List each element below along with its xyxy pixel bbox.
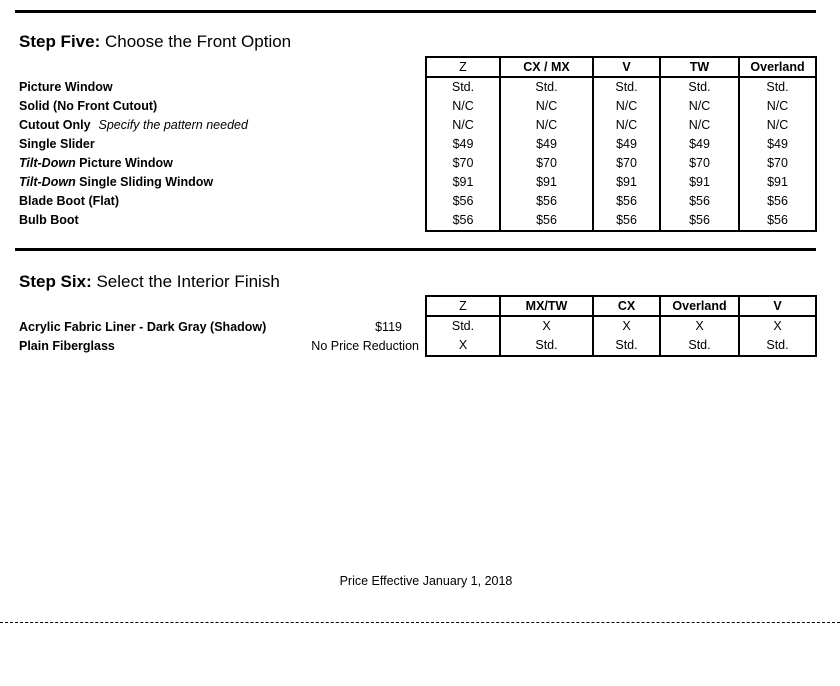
column-header: Overland — [660, 296, 739, 316]
price-cell: N/C — [452, 99, 474, 113]
option-name: Blade Boot (Flat) — [19, 194, 119, 208]
price-cell: $56 — [500, 192, 593, 211]
price-cell: $91 — [593, 173, 660, 192]
price-cell: $49 — [660, 135, 739, 154]
price-cell: $56 — [739, 192, 816, 211]
price-cell: $70 — [452, 156, 474, 170]
option-prefix: Tilt-Down — [19, 156, 76, 170]
column-header: CX — [593, 296, 660, 316]
price-cell: Std. — [739, 77, 816, 97]
option-prefix: Tilt-Down — [19, 175, 76, 189]
price-cell: $49 — [593, 135, 660, 154]
column-header: V — [593, 57, 660, 77]
front-option-label — [19, 97, 157, 116]
step-five-title: Choose the Front Option — [100, 32, 292, 51]
option-name: Picture Window — [19, 80, 113, 94]
column-header: V — [739, 296, 816, 316]
price-cell: $91 — [452, 175, 474, 189]
table-row — [426, 77, 816, 97]
price-cell: N/C — [739, 97, 816, 116]
table-row — [426, 135, 816, 154]
option-name: Cutout Only — [19, 118, 91, 132]
price-cell: $56 — [452, 213, 474, 227]
price-cell: $91 — [660, 173, 739, 192]
finish-cell: X — [660, 316, 739, 336]
finish-cell: Std. — [739, 336, 816, 356]
price-cell: $56 — [593, 192, 660, 211]
price-cell: Std. — [593, 77, 660, 97]
column-header: Z — [426, 57, 500, 77]
finish-option-label: Acrylic Fabric Liner - Dark Gray (Shadow) — [19, 320, 267, 334]
price-cell: $56 — [593, 211, 660, 231]
table-row — [426, 336, 816, 356]
price-cell: N/C — [660, 116, 739, 135]
price-cell: N/C — [593, 97, 660, 116]
price-cell: $56 — [660, 192, 739, 211]
top-divider — [15, 10, 816, 13]
step-five-price-table — [425, 56, 817, 232]
front-option-label — [19, 192, 119, 211]
option-name: Solid (No Front Cutout) — [19, 99, 158, 113]
price-cell: $56 — [500, 211, 593, 231]
front-option-label — [19, 154, 173, 173]
price-cell: Std. — [451, 80, 475, 94]
price-cell: N/C — [500, 116, 593, 135]
table-row — [426, 116, 816, 135]
finish-cell: Std. — [451, 319, 475, 333]
table-row — [426, 316, 816, 336]
price-cell: $70 — [739, 154, 816, 173]
step-five-heading — [19, 32, 291, 52]
step-six-heading — [19, 272, 280, 292]
step-six-title: Select the Interior Finish — [91, 272, 280, 291]
finish-cell: Std. — [500, 336, 593, 356]
table-row — [426, 97, 816, 116]
section-divider — [15, 248, 816, 251]
finish-cell: Std. — [660, 336, 739, 356]
price-cell: Std. — [500, 77, 593, 97]
price-cell: $49 — [500, 135, 593, 154]
price-effective-footer: Price Effective January 1, 2018 — [339, 574, 513, 588]
option-name: Single Slider — [19, 137, 95, 151]
front-option-label — [19, 211, 79, 230]
option-name: Bulb Boot — [19, 213, 79, 227]
front-option-label — [19, 116, 248, 135]
finish-cell: X — [500, 316, 593, 336]
table-row — [426, 192, 816, 211]
cut-line — [0, 622, 840, 623]
column-header: TW — [660, 57, 739, 77]
step-six-label: Step Six: — [19, 272, 92, 291]
step-five-label: Step Five: — [19, 32, 101, 51]
price-cell: N/C — [660, 97, 739, 116]
finish-option-label: Plain Fiberglass — [19, 339, 115, 353]
price-cell: N/C — [500, 97, 593, 116]
column-header: Overland — [739, 57, 816, 77]
finish-option-price: No Price Reduction — [311, 339, 419, 353]
table-row — [426, 154, 816, 173]
price-cell: $49 — [739, 135, 816, 154]
column-header: MX/TW — [500, 296, 593, 316]
price-cell: N/C — [593, 116, 660, 135]
option-note: Specify the pattern needed — [98, 118, 248, 132]
option-name: Single Sliding Window — [75, 175, 214, 189]
price-cell: $70 — [500, 154, 593, 173]
front-option-label — [19, 78, 113, 97]
price-cell: N/C — [739, 116, 816, 135]
column-header: Z — [426, 296, 500, 316]
finish-cell: Std. — [593, 336, 660, 356]
price-cell: $70 — [593, 154, 660, 173]
front-option-label — [19, 135, 95, 154]
finish-cell: X — [593, 316, 660, 336]
price-cell: $56 — [452, 194, 474, 208]
front-option-label — [19, 173, 213, 192]
price-cell: $56 — [739, 211, 816, 231]
price-cell: $70 — [660, 154, 739, 173]
price-cell: $49 — [452, 137, 474, 151]
finish-option-price: $119 — [375, 320, 402, 334]
price-cell: $91 — [500, 173, 593, 192]
price-cell: Std. — [660, 77, 739, 97]
price-cell: N/C — [452, 118, 474, 132]
step-six-finish-table — [425, 295, 817, 357]
option-name: Picture Window — [75, 156, 173, 170]
table-row — [426, 173, 816, 192]
price-cell: $56 — [660, 211, 739, 231]
finish-cell: X — [739, 316, 816, 336]
price-cell: $91 — [739, 173, 816, 192]
column-header: CX / MX — [500, 57, 593, 77]
table-row — [426, 211, 816, 231]
finish-cell: X — [458, 338, 468, 352]
